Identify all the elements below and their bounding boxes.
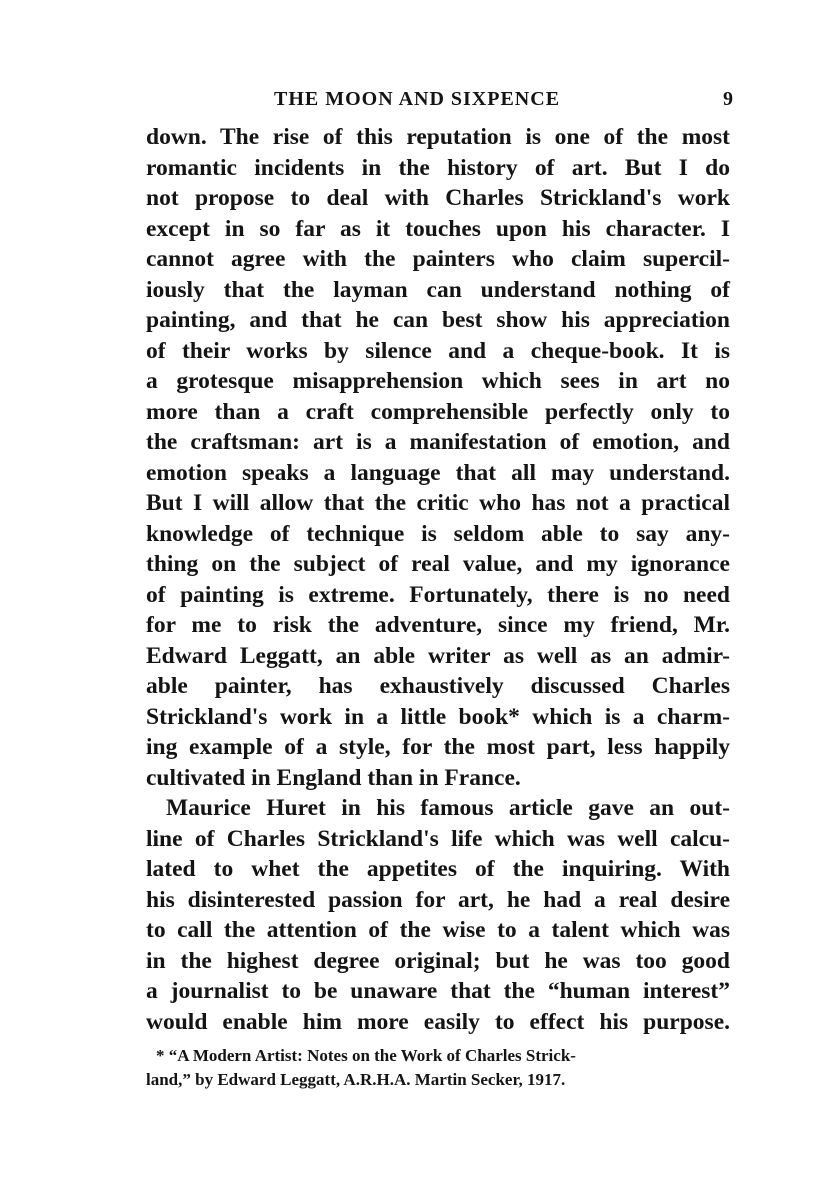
body-text bbox=[146, 122, 730, 1037]
text-line: lated to whet the appetites of the inquiring. With bbox=[146, 856, 730, 882]
text-line: Strickland's work in a little book* which is a charm- bbox=[146, 703, 730, 730]
text-line: cannot agree with the painters who claim supercil- bbox=[146, 246, 730, 272]
text-line: of painting is extreme. Fortunately, there is no need bbox=[146, 581, 730, 608]
running-title: THE MOON AND SIXPENCE bbox=[274, 88, 561, 110]
running-head bbox=[146, 88, 740, 118]
footnote-line: land,” by Edward Leggatt, A.R.H.A. Martin Secker, 1917. bbox=[146, 1070, 566, 1089]
text-line: But I will allow that the critic who has not a practical bbox=[146, 490, 730, 516]
text-line: painting, and that he can best show his appreciation bbox=[146, 307, 730, 333]
text-line: a grotesque misapprehension which sees in art no bbox=[146, 368, 730, 394]
text-line: Maurice Huret in his famous article gave an out- bbox=[166, 795, 730, 821]
text-line: line of Charles Strickland's life which was well calcu- bbox=[146, 825, 730, 852]
text-line: his disinterested passion for art, he had a real desire bbox=[146, 886, 730, 913]
text-line: a journalist to be unaware that the “human interest” bbox=[146, 978, 730, 1004]
text-line: knowledge of technique is seldom able to say any- bbox=[146, 520, 730, 547]
text-line: more than a craft comprehensible perfectly only to bbox=[146, 398, 730, 425]
text-line: Edward Leggatt, an able writer as well as an admir- bbox=[146, 642, 730, 669]
text-line: down. The rise of this reputation is one of the most bbox=[146, 124, 730, 150]
text-line: the craftsman: art is a manifestation of emotion, and bbox=[146, 429, 730, 455]
text-line: cultivated in England than in France. bbox=[146, 764, 521, 791]
text-line: would enable him more easily to effect his purpose. bbox=[146, 1008, 730, 1035]
footnote bbox=[146, 1044, 730, 1092]
text-line: in the highest degree original; but he was too good bbox=[146, 947, 730, 974]
footnote-line: * “A Modern Artist: Notes on the Work of Charles Strick- bbox=[156, 1046, 576, 1065]
text-line: except in so far as it touches upon his character. I bbox=[146, 215, 730, 242]
text-line: romantic incidents in the history of art. But I do bbox=[146, 154, 730, 181]
page-number: 9 bbox=[723, 88, 734, 110]
text-line: not propose to deal with Charles Strickland's work bbox=[146, 185, 730, 211]
text-line: ing example of a style, for the most part, less happily bbox=[146, 734, 730, 760]
text-line: thing on the subject of real value, and my ignorance bbox=[146, 551, 730, 577]
text-line: for me to risk the adventure, since my friend, Mr. bbox=[146, 612, 730, 638]
text-line: of their works by silence and a cheque-book. It is bbox=[146, 337, 730, 364]
text-line: to call the attention of the wise to a talent which was bbox=[146, 917, 730, 943]
text-line: able painter, has exhaustively discussed Charles bbox=[146, 673, 730, 699]
text-line: emotion speaks a language that all may understand. bbox=[146, 459, 730, 486]
text-line: iously that the layman can understand nothing of bbox=[146, 276, 730, 303]
